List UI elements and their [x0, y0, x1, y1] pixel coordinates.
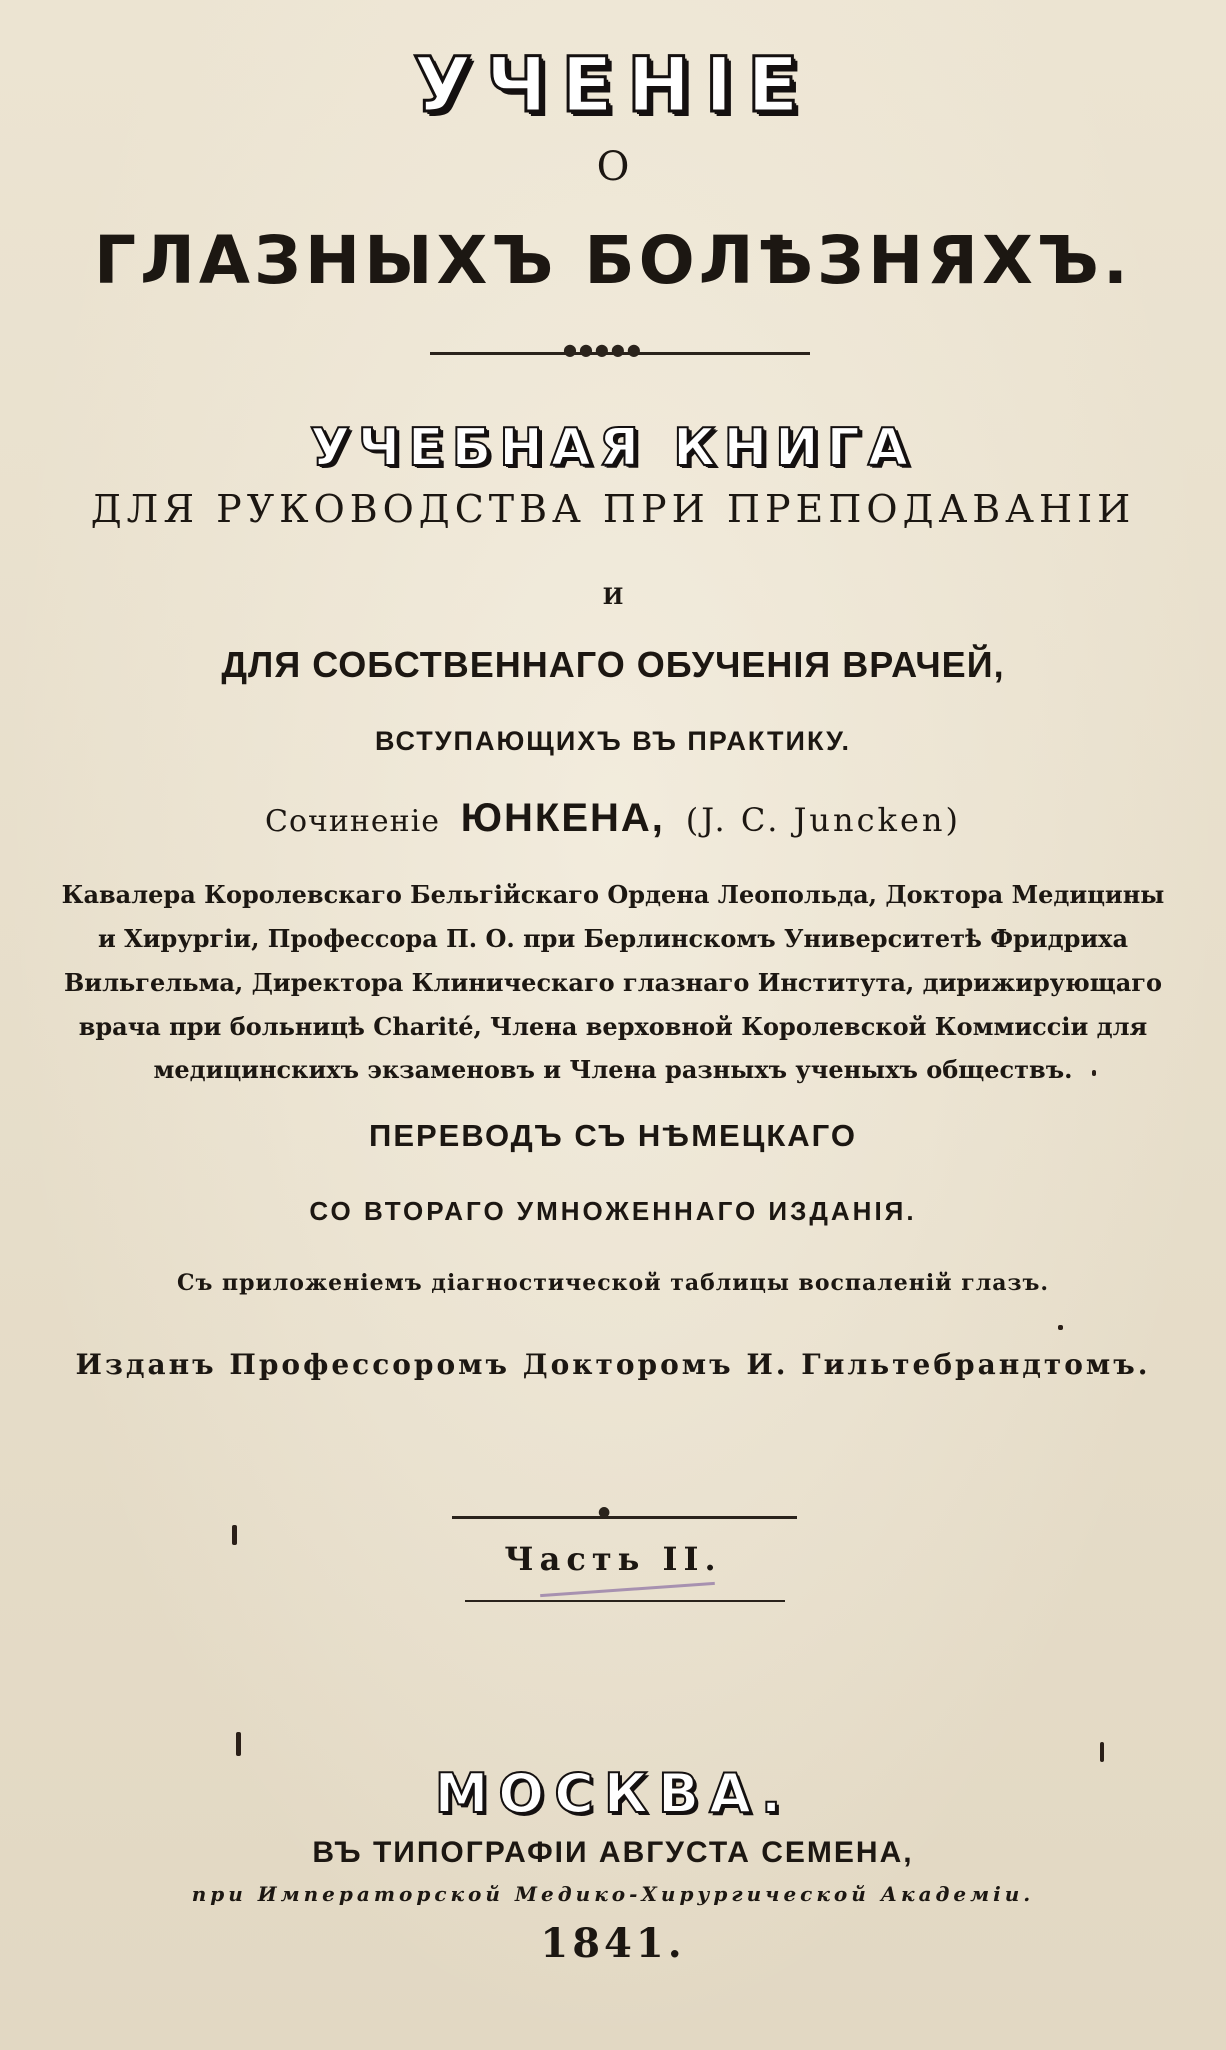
part-label: Часть II. — [504, 1540, 722, 1578]
ornament-rule-3 — [465, 1600, 785, 1602]
ink-mark — [1100, 1742, 1104, 1762]
imprint-academy: при Императорской Медико-Хирургической Академіи. — [191, 1882, 1035, 1906]
subtitle-heading: УЧЕБНАЯ КНИГА — [309, 418, 917, 478]
translation-line-3: Съ приложеніемъ діагностической таблицы воспаленій глазъ. — [176, 1270, 1050, 1296]
ornament-rule-2 — [452, 1516, 797, 1519]
imprint-city: МОСКВА. — [434, 1762, 792, 1825]
title-line-3: ГЛАЗНЫХЪ БОЛѢЗНЯХЪ. — [94, 222, 1132, 299]
ornament-dots-1: ●●●●● — [563, 340, 643, 359]
author-prefix: Сочиненіе — [265, 804, 440, 839]
title-line-2: О — [596, 144, 630, 190]
imprint-press: ВЪ ТИПОГРАФІИ АВГУСТА СЕМЕНА, — [312, 1836, 914, 1869]
author-line — [0, 796, 1226, 841]
ink-mark — [236, 1732, 241, 1756]
subtitle-conj: И — [602, 584, 624, 610]
credential-line: Кавалера Королевскаго Бельгійскаго Ордена Леопольда, Доктора Медицины — [61, 880, 1165, 909]
ornament-dots-2: ● — [598, 1504, 613, 1520]
subtitle-purpose-3: ВСТУПАЮЩИХЪ ВЪ ПРАКТИКУ. — [374, 726, 852, 756]
translation-line-1: ПЕРЕВОДЪ СЪ НѢМЕЦКАГО — [369, 1118, 857, 1153]
author-latin: (J. C. Juncken) — [685, 801, 961, 839]
imprint-year: 1841. — [540, 1920, 686, 1967]
credential-line: Вильгельма, Директора Клиническаго глазнаго Института, дирижирующаго — [64, 968, 1162, 997]
translation-line-4: Изданъ Професcоромъ Докторомъ И. Гильтебрандтомъ. — [75, 1348, 1151, 1381]
ink-mark — [232, 1525, 237, 1545]
subtitle-purpose-1: ДЛЯ РУКОВОДСТВА ПРИ ПРЕПОДАВАНІИ — [90, 487, 1136, 531]
ink-mark — [1058, 1325, 1063, 1330]
credential-line: врача при больницѣ Charité, Члена верховной Королевской Коммиссіи для — [78, 1012, 1148, 1041]
author-name: ЮНКЕНА, — [460, 796, 665, 840]
library-mark — [540, 1582, 715, 1597]
credential-line: и Хирургіи, Професcора П. О. при Берлинскомъ Университетѣ Фридриха — [97, 924, 1129, 953]
ink-mark — [1092, 1070, 1096, 1076]
subtitle-purpose-2: ДЛЯ СОБСТВЕННАГО ОБУЧЕНІЯ ВРАЧЕЙ, — [221, 644, 1005, 685]
credential-line: медицинскихъ экзаменовъ и Члена разныхъ ученыхъ обществъ. — [153, 1055, 1073, 1084]
translation-line-2: СО ВТОРАГО УМНОЖЕННАГО ИЗДАНІЯ. — [309, 1196, 917, 1226]
title-line-1: УЧЕНІЕ — [413, 40, 813, 129]
